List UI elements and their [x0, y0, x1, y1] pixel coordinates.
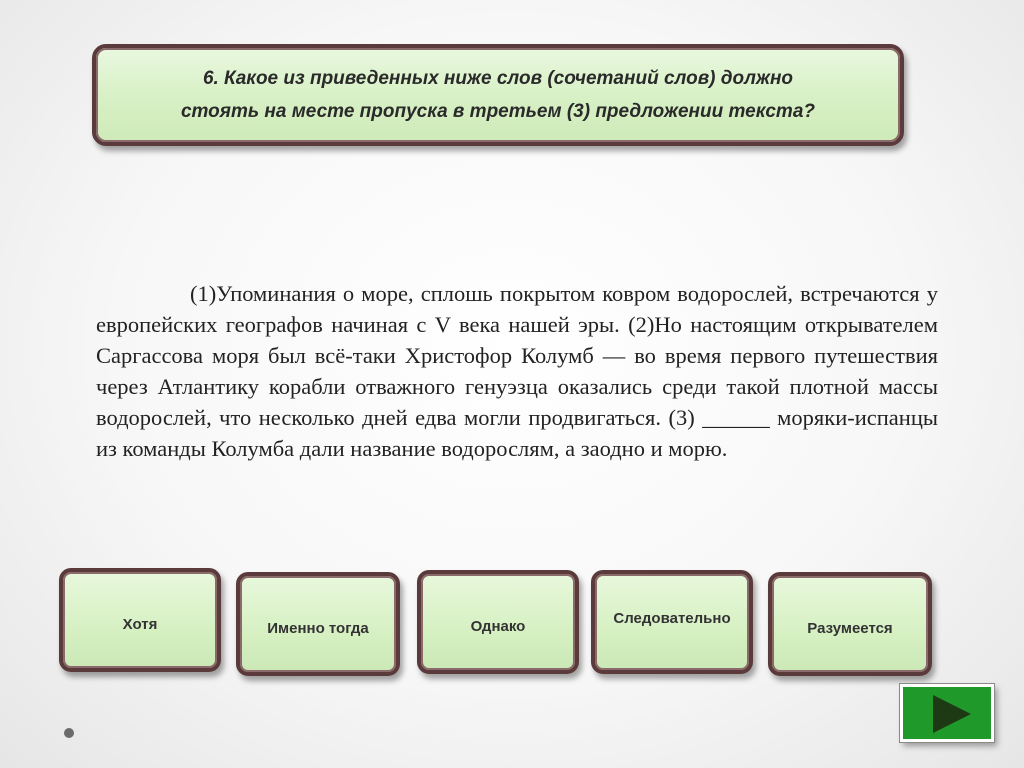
answer-label: Именно тогда: [267, 620, 369, 637]
next-button[interactable]: [900, 684, 994, 742]
answer-button-imenno-togda[interactable]: [236, 572, 400, 676]
answer-label: Следовательно: [613, 610, 731, 627]
answer-button-razumeetsya[interactable]: [768, 572, 932, 676]
question-text: [181, 62, 815, 128]
play-arrow-icon: [903, 687, 991, 739]
answer-button-odnako[interactable]: [417, 570, 579, 674]
passage-text-block: [96, 278, 938, 464]
answer-label: Хотя: [122, 616, 158, 633]
answer-button-sledovatelno[interactable]: [591, 570, 753, 674]
question-line-1: 6. Какое из приведенных ниже слов (сочетаний слов) должно: [202, 68, 794, 89]
passage-text: (1)Упоминания о море, сплошь покрытом ковром водорослей, встречаются у европейских географов начиная с V века нашей эры. (2)Но настоящим открывателем Саргассова моря был всё-таки Христофор Колумб — во время первого путешествия через Атлантику корабли отважного генуэзца оказались среди такой плотной массы водорослей, что несколько дней едва могли продвигаться. (3) ______ моряки-испанцы из команды Колумба дали название водорослям, а заодно и морю.: [96, 281, 938, 461]
dot-icon: [64, 728, 74, 738]
answer-label: Разумеется: [807, 620, 893, 637]
question-line-2: стоять на месте пропуска в третьем (3) предложении текста?: [180, 101, 816, 122]
answer-button-khotya[interactable]: [59, 568, 221, 672]
answer-label: Однако: [470, 618, 526, 635]
question-box: [92, 44, 904, 146]
